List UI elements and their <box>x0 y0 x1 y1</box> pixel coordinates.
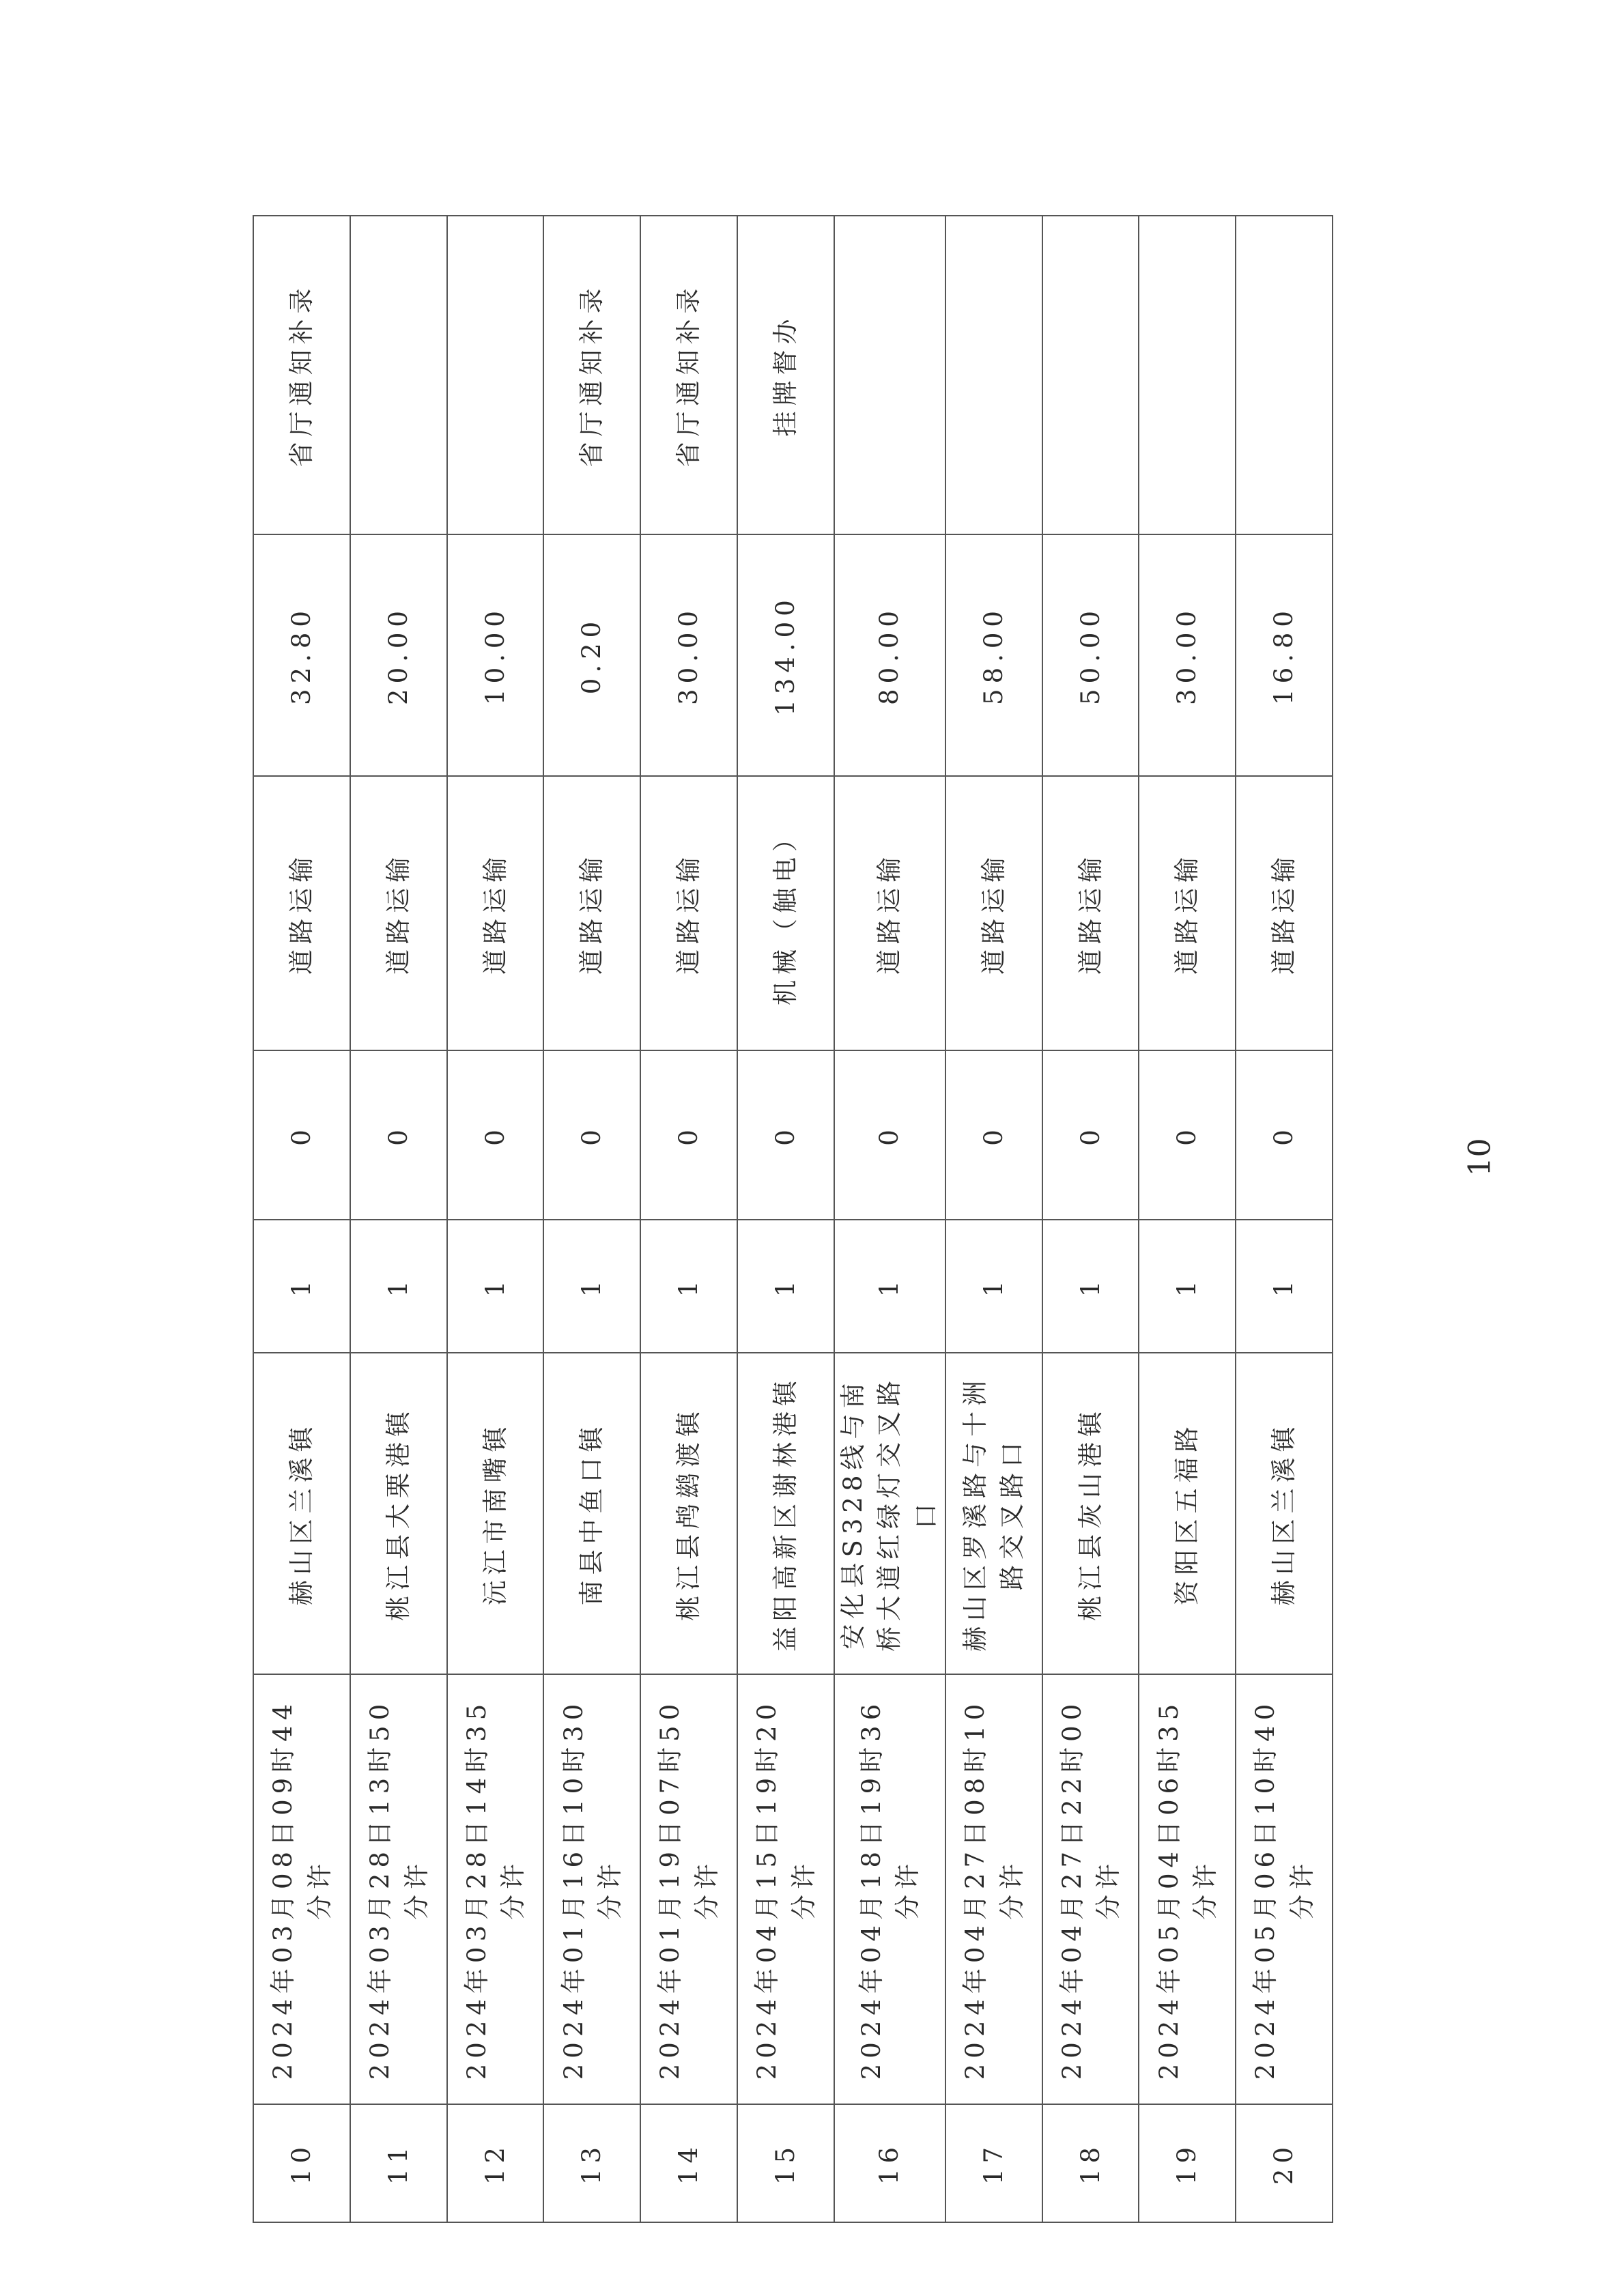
cell-no: 12 <box>447 2104 544 2222</box>
cell-remark <box>447 216 544 534</box>
cell-count: 1 <box>447 1220 544 1353</box>
cell-location: 益阳高新区谢林港镇 <box>737 1353 834 1674</box>
cell-amount: 58.00 <box>945 534 1042 776</box>
cell-amount: 20.00 <box>350 534 447 776</box>
cell-amount: 32.80 <box>253 534 350 776</box>
cell-no: 13 <box>543 2104 640 2222</box>
cell-cause: 道路运输 <box>834 776 945 1050</box>
cell-no: 16 <box>834 2104 945 2222</box>
cell-cause: 道路运输 <box>1042 776 1139 1050</box>
cell-count: 1 <box>543 1220 640 1353</box>
cell-cause: 道路运输 <box>640 776 737 1050</box>
cell-location: 资阳区五福路 <box>1139 1353 1236 1674</box>
cell-remark <box>1042 216 1139 534</box>
cell-deaths: 0 <box>253 1050 350 1220</box>
cell-cause: 机械（触电） <box>737 776 834 1050</box>
cell-count: 1 <box>737 1220 834 1353</box>
cell-location: 赫山区兰溪镇 <box>253 1353 350 1674</box>
cell-location: 桃江县鸬鹚渡镇 <box>640 1353 737 1674</box>
cell-time: 2024年04月27日08时10分许 <box>945 1674 1042 2104</box>
cell-amount: 134.00 <box>737 534 834 776</box>
cell-deaths: 0 <box>640 1050 737 1220</box>
cell-count: 1 <box>350 1220 447 1353</box>
cell-amount: 80.00 <box>834 534 945 776</box>
cell-location: 安化县S328线与南桥大道红绿灯交叉路口 <box>834 1353 945 1674</box>
cell-count: 1 <box>640 1220 737 1353</box>
cell-cause: 道路运输 <box>253 776 350 1050</box>
cell-remark <box>834 216 945 534</box>
cell-deaths: 0 <box>543 1050 640 1220</box>
cell-time: 2024年04月27日22时00分许 <box>1042 1674 1139 2104</box>
cell-cause: 道路运输 <box>1139 776 1236 1050</box>
table-row <box>737 216 834 2222</box>
cell-no: 11 <box>350 2104 447 2222</box>
cell-no: 18 <box>1042 2104 1139 2222</box>
cell-amount: 0.20 <box>543 534 640 776</box>
cell-remark <box>945 216 1042 534</box>
table-row <box>1236 216 1333 2222</box>
cell-count: 1 <box>253 1220 350 1353</box>
cell-deaths: 0 <box>350 1050 447 1220</box>
cell-remark: 省厅通知补录 <box>640 216 737 534</box>
cell-no: 10 <box>253 2104 350 2222</box>
accident-table <box>253 215 1333 2223</box>
cell-location: 赫山区兰溪镇 <box>1236 1353 1333 1674</box>
table-row <box>253 216 350 2222</box>
cell-cause: 道路运输 <box>350 776 447 1050</box>
table-row <box>834 216 945 2222</box>
cell-time: 2024年01月16日10时30分许 <box>543 1674 640 2104</box>
table-row <box>1139 216 1236 2222</box>
cell-remark <box>1139 216 1236 534</box>
cell-location: 赫山区罗溪路与十洲路交叉路口 <box>945 1353 1042 1674</box>
cell-amount: 30.00 <box>1139 534 1236 776</box>
cell-deaths: 0 <box>945 1050 1042 1220</box>
cell-time: 2024年03月28日13时50分许 <box>350 1674 447 2104</box>
cell-cause: 道路运输 <box>543 776 640 1050</box>
cell-time: 2024年04月18日19时36分许 <box>834 1674 945 2104</box>
table-row <box>1042 216 1139 2222</box>
cell-remark <box>350 216 447 534</box>
cell-count: 1 <box>945 1220 1042 1353</box>
cell-time: 2024年03月28日14时35分许 <box>447 1674 544 2104</box>
cell-time: 2024年05月04日06时35分许 <box>1139 1674 1236 2104</box>
cell-deaths: 0 <box>834 1050 945 1220</box>
cell-location: 桃江县灰山港镇 <box>1042 1353 1139 1674</box>
cell-cause: 道路运输 <box>1236 776 1333 1050</box>
table-row <box>945 216 1042 2222</box>
table-row <box>350 216 447 2222</box>
cell-count: 1 <box>1139 1220 1236 1353</box>
cell-no: 19 <box>1139 2104 1236 2222</box>
cell-no: 15 <box>737 2104 834 2222</box>
cell-cause: 道路运输 <box>945 776 1042 1050</box>
cell-no: 14 <box>640 2104 737 2222</box>
cell-deaths: 0 <box>1236 1050 1333 1220</box>
page-number: 10 <box>1462 1138 1498 1177</box>
cell-remark <box>1236 216 1333 534</box>
cell-location: 沅江市南嘴镇 <box>447 1353 544 1674</box>
cell-remark: 省厅通知补录 <box>253 216 350 534</box>
cell-cause: 道路运输 <box>447 776 544 1050</box>
table-row <box>543 216 640 2222</box>
cell-location: 桃江县大栗港镇 <box>350 1353 447 1674</box>
cell-no: 17 <box>945 2104 1042 2222</box>
cell-deaths: 0 <box>1139 1050 1236 1220</box>
cell-deaths: 0 <box>1042 1050 1139 1220</box>
cell-count: 1 <box>1042 1220 1139 1353</box>
cell-amount: 30.00 <box>640 534 737 776</box>
cell-time: 2024年01月19日07时50分许 <box>640 1674 737 2104</box>
cell-count: 1 <box>834 1220 945 1353</box>
cell-location: 南县中鱼口镇 <box>543 1353 640 1674</box>
cell-deaths: 0 <box>737 1050 834 1220</box>
cell-deaths: 0 <box>447 1050 544 1220</box>
cell-time: 2024年05月06日10时40分许 <box>1236 1674 1333 2104</box>
table-row <box>447 216 544 2222</box>
table-row <box>640 216 737 2222</box>
cell-remark: 省厅通知补录 <box>543 216 640 534</box>
cell-time: 2024年04月15日19时20分许 <box>737 1674 834 2104</box>
cell-time: 2024年03月08日09时44分许 <box>253 1674 350 2104</box>
cell-amount: 10.00 <box>447 534 544 776</box>
cell-amount: 50.00 <box>1042 534 1139 776</box>
accident-table-rotated <box>253 216 1318 2223</box>
cell-remark: 挂牌督办 <box>737 216 834 534</box>
cell-no: 20 <box>1236 2104 1333 2222</box>
cell-amount: 16.80 <box>1236 534 1333 776</box>
cell-count: 1 <box>1236 1220 1333 1353</box>
